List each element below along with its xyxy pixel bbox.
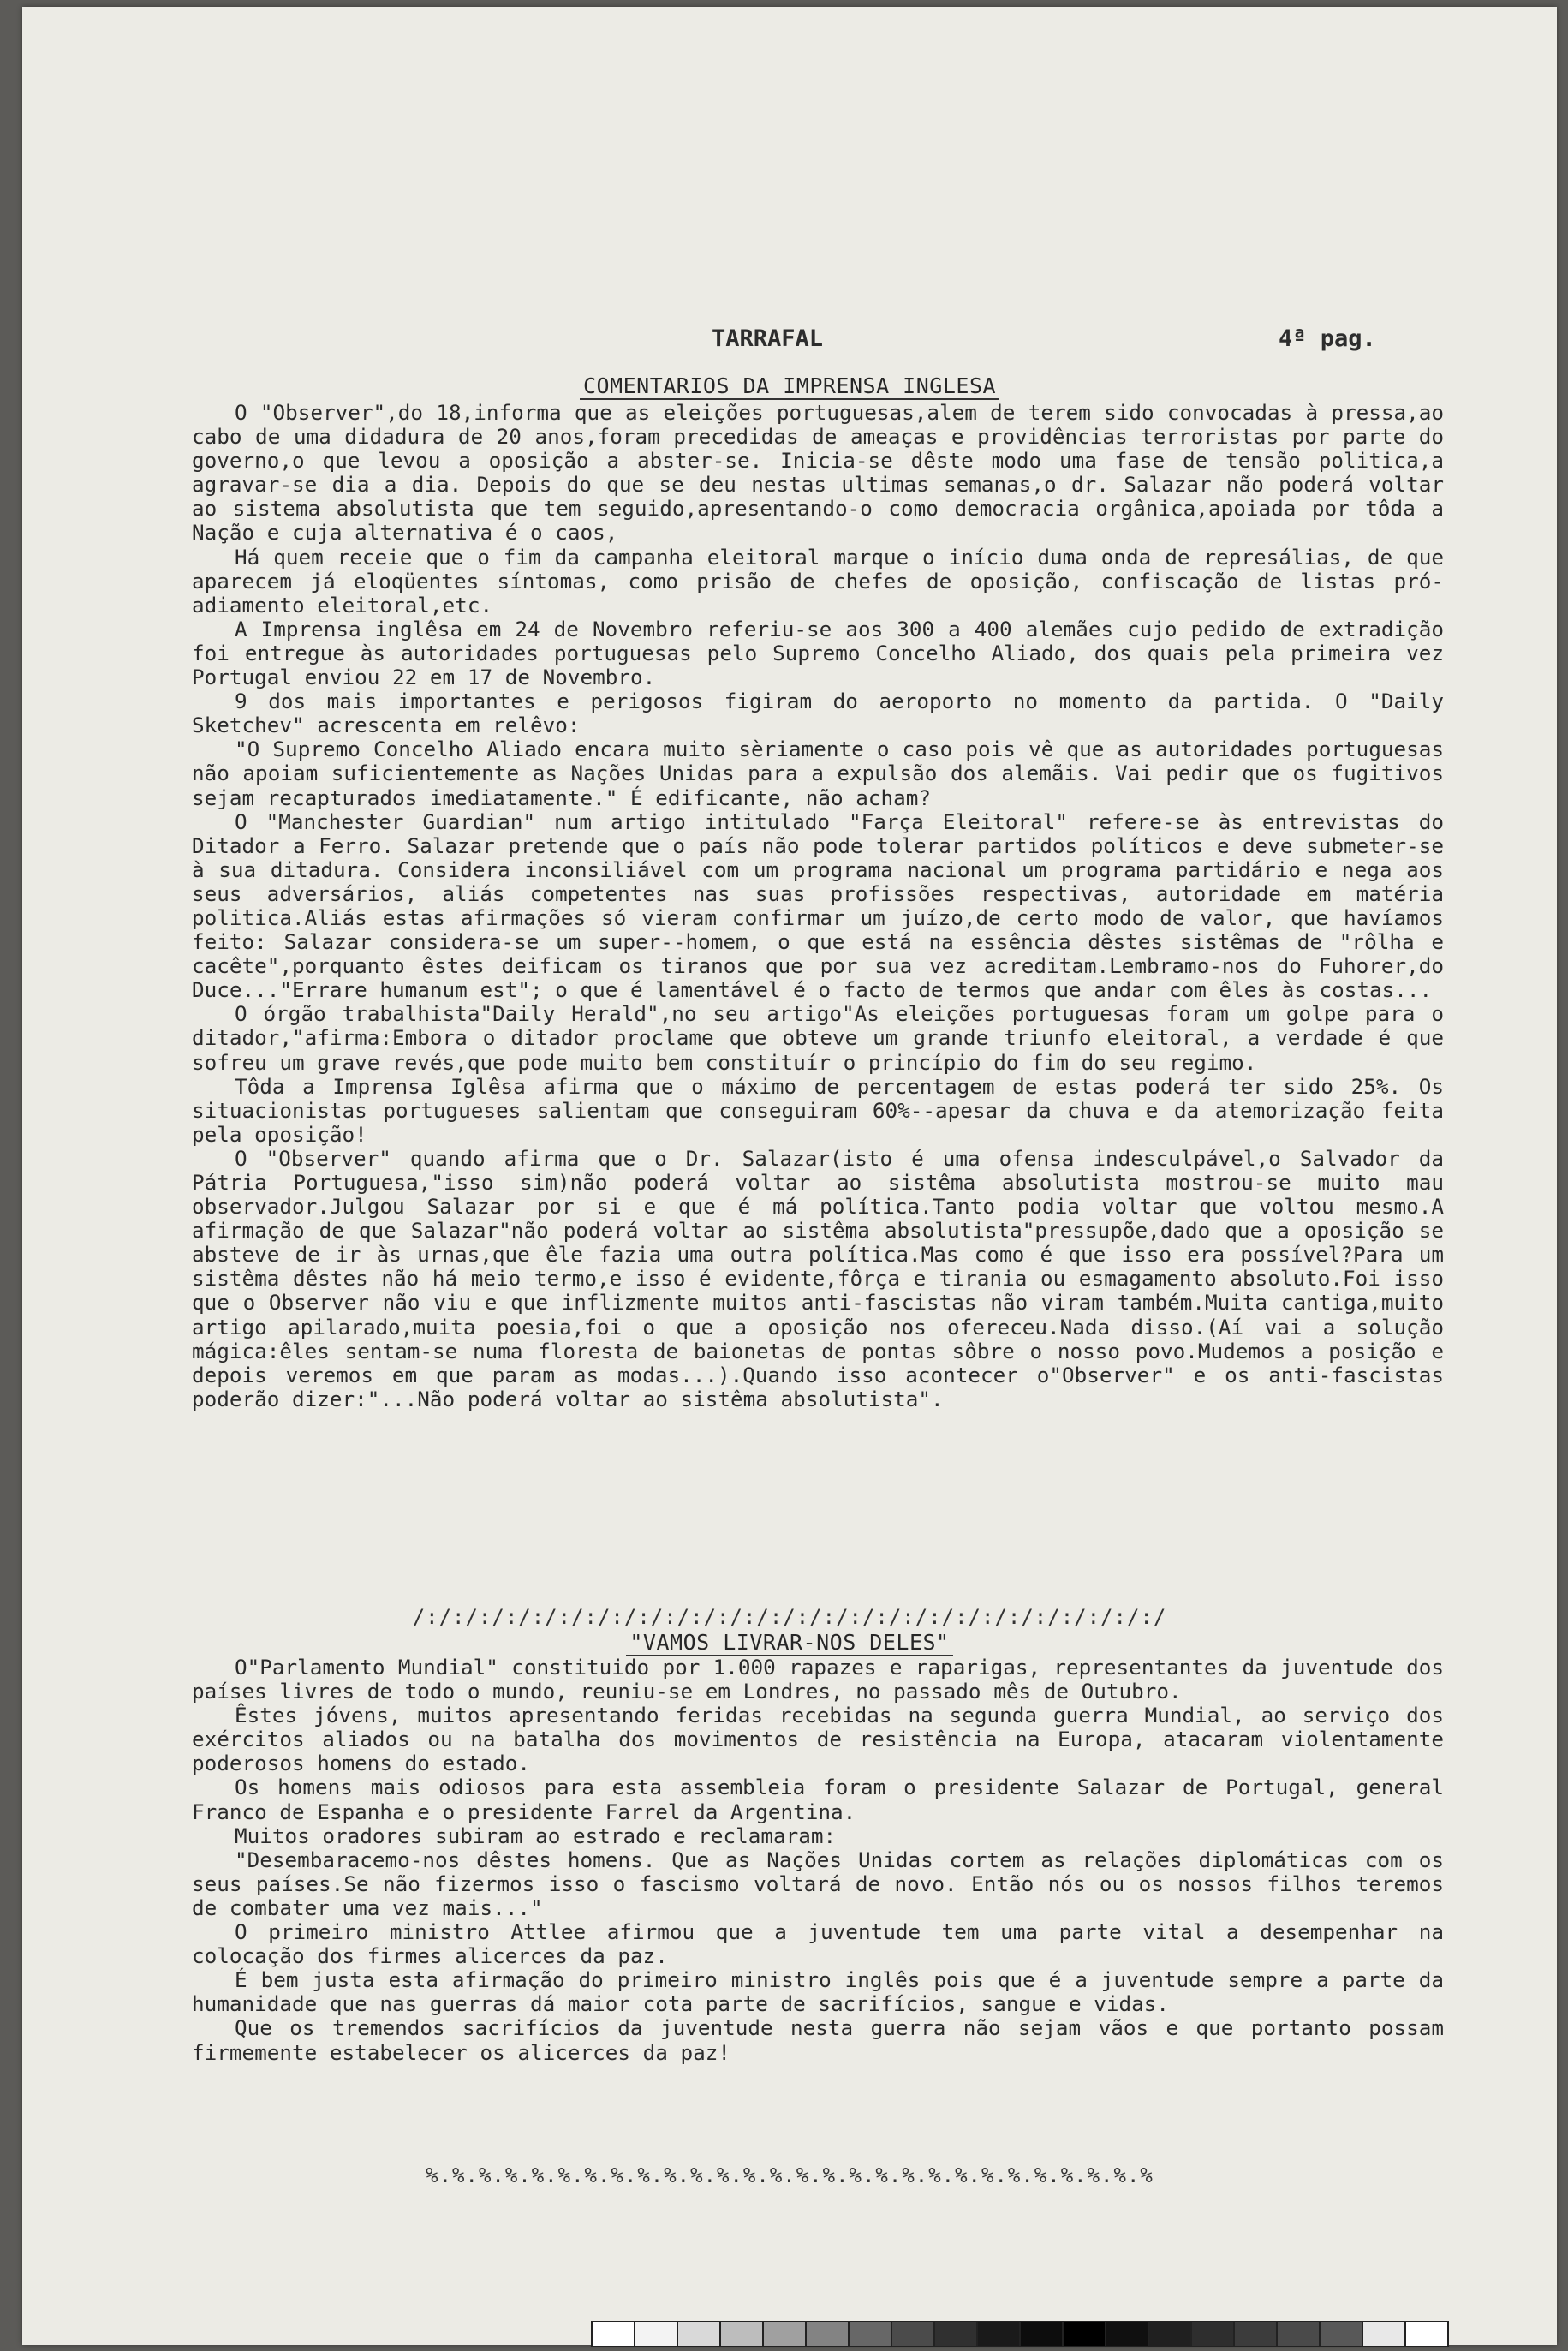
paragraph: O primeiro ministro Attlee afirmou que a juventude tem uma parte vital a desempenhar na colocação dos firmes alicerces da paz.: [192, 1919, 1444, 1969]
color-patch: [1363, 2322, 1404, 2346]
color-patch: [1321, 2322, 1362, 2346]
color-patch: [635, 2322, 677, 2346]
paragraph: Há quem receie que o fim da campanha eleitoral marque o início duma onda de represálias, de que aparecem já eloqüentes síntomas, como prisão de chefes de oposição, confiscação de listas pró-adiamento eleitoral,etc.: [192, 544, 1444, 618]
header-title: TARRAFAL: [712, 325, 824, 352]
section-title-text: "VAMOS LIVRAR-NOS DELES": [626, 1630, 952, 1656]
color-patch: [1149, 2322, 1190, 2346]
paragraph: Os homens mais odiosos para esta assembleia foram o presidente Salazar de Portugal, general Franco de Espanha e o presidente Farrel da Argentina.: [192, 1775, 1444, 1824]
color-patch: [1192, 2322, 1233, 2346]
paragraph: O órgão trabalhista"Daily Herald",no seu artigo"As eleições portuguesas foram um golpe para o ditador,"afirma:Embora o ditador proclame que obteve um grande triunfo eleitoral, a verdade é que sofreu um grave revés,que pode muito bem constituír o princípio do fim do seu regimo.: [192, 1001, 1444, 1075]
section-title-imprensa: [22, 373, 1557, 398]
paragraph: O "Observer",do 18,informa que as eleições portuguesas,alem de terem sido convocadas à pressa,ao cabo de uma didadura de 20 anos,foram precedidas de ameaças e providências terroristas por parte do governo,o que levou a oposição a abster-se. Inicia-se dêste modo uma fase de tensão politica,a agravar-se dia a dia. Depois do que se deu nestas ultimas semanas,o dr. Salazar não poderá voltar ao sistema absolutista que tem seguido,apresentando-o como democracia orgânica,apoiada por tôda a Nação e cuja alternativa é o caos,: [192, 400, 1444, 546]
color-patch: [1021, 2322, 1062, 2346]
separator-line-end: %.%.%.%.%.%.%.%.%.%.%.%.%.%.%.%.%.%.%.%.%.%.%.%.%.%.%.%: [426, 2163, 1154, 2187]
color-patch: [1278, 2322, 1319, 2346]
color-calibration-bar: [591, 2321, 1449, 2347]
paragraph: O "Observer" quando afirma que o Dr. Salazar(isto é uma ofensa indesculpável,o Salvador da Pátria Portuguesa,"isso sim)não poderá voltar ao sistêma absolutista mostrou-se muito mau observador.Julgou Salazar por si e que é má política.Tanto podia voltar que voltou mesmo.A afirmação de que Salazar"não poderá voltar ao sistêma absolutista"pressupõe,dado que a oposição se absteve de ir às urnas,que êle fazia uma outra política.Mas como é que isso era possível?Para um sistêma dêstes não há meio termo,e isso é evidente,fôrça e tirania ou esmagamento absoluto.Foi isso que o Observer não viu e que inflizmente muitos anti-fascistas não viram também.Muita cantiga,muito artigo apilarado,muita poesia,foi o que a oposição nos ofereceu.Nada disso.(Aí vai a solução mágica:êles sentam-se numa floresta de baionetas de pontas sôbre o nosso povo.Mudemos a posição e depois veremos em que param as modas...).Quando isso acontecer o"Observer" e os anti-fascistas poderão dizer:"...Não poderá voltar ao sistêma absolutista".: [192, 1145, 1444, 1411]
document-page: [22, 7, 1557, 2345]
section-body-vamos: [192, 1656, 1444, 2065]
color-patch: [892, 2322, 933, 2346]
paragraph: "Desembaracemo-nos dêstes homens. Que as Nações Unidas cortem as relações diplomáticas com os seus países.Se não fizermos isso o fascismo voltará de novo. Então nós ou os nossos filhos teremos de combater uma vez mais...": [192, 1847, 1444, 1920]
color-patch: [764, 2322, 805, 2346]
section-body-imprensa: [192, 401, 1444, 1411]
paragraph: A Imprensa inglêsa em 24 de Novembro referiu-se aos 300 a 400 alemães cujo pedido de extradição foi entregue às autoridades portuguesas pelo Supremo Concelho Aliado, dos quais pela primeira vez Portugal enviou 22 em 17 de Novembro.: [192, 616, 1444, 690]
paragraph: Que os tremendos sacrifícios da juventude nesta guerra não sejam vãos e que portanto possam firmemente estabelecer os alicerces da paz!: [192, 2015, 1444, 2065]
color-patch: [593, 2322, 634, 2346]
color-patch: [1406, 2322, 1447, 2346]
color-patch: [1235, 2322, 1276, 2346]
color-patch: [807, 2322, 848, 2346]
color-patch: [1064, 2322, 1105, 2346]
color-patch: [678, 2322, 719, 2346]
paragraph: É bem justa esta afirmação do primeiro ministro inglês pois que é a juventude sempre a parte da humanidade que nas guerras dá maior cota parte de sacrifícios, sangue e vidas.: [192, 1967, 1444, 2017]
paragraph: Êstes jóvens, muitos apresentando feridas recebidas na segunda guerra Mundial, ao serviço dos exércitos aliados ou na batalha dos movimentos de resistência na Europa, atacaram violentamente poderosos homens do estado.: [192, 1703, 1444, 1776]
color-patch: [721, 2322, 762, 2346]
paragraph: 9 dos mais importantes e perigosos figiram do aeroporto no momento da partida. O "Daily Sketchev" acrescenta em relêvo:: [192, 689, 1444, 738]
section-title-vamos: [22, 1630, 1557, 1655]
separator-line: /:/:/:/:/:/:/:/:/:/:/:/:/:/:/:/:/:/:/:/:/:/:/:/:/:/:/:/:/: [412, 1605, 1167, 1629]
paragraph: Tôda a Imprensa Iglêsa afirma que o máximo de percentagem de estas poderá ter sido 25%. Os situacionistas portugueses salientam que conseguiram 60%--apesar da chuva e da atemorização feita pela oposição!: [192, 1073, 1444, 1147]
color-patch: [935, 2322, 976, 2346]
paragraph: Muitos oradores subiram ao estrado e reclamaram:: [235, 1823, 837, 1848]
paragraph: O"Parlamento Mundial" constituido por 1.000 rapazes e raparigas, representantes da juventude dos países livres de todo o mundo, reuniu-se em Londres, no passado mês de Outubro.: [192, 1655, 1444, 1704]
section-title-text: COMENTARIOS DA IMPRENSA INGLESA: [580, 373, 999, 400]
color-patch: [978, 2322, 1019, 2346]
color-patch: [850, 2322, 891, 2346]
paragraph: "O Supremo Concelho Aliado encara muito sèriamente o caso pois vê que as autoridades portuguesas não apoiam suficientemente as Nações Unidas para a expulsão dos alemãis. Vai pedir que os fugitivos sejam recapturados imediatamente." É edificante, não acham?: [192, 737, 1444, 810]
paragraph: O "Manchester Guardian" num artigo intitulado "Farça Eleitoral" refere-se às entrevistas do Ditador a Ferro. Salazar pretende que o país não pode tolerar partidos políticos e deve submeter-se à sua ditadura. Considera inconsiliável com um programa nacional um programa partidário e nega aos seus adversários, aliás competentes nas suas profissões respectivas, autoridade em matéria politica.Aliás estas afirmações só vieram confirmar um juízo,de certo modo de valor, que havíamos feito: Salazar considera-se um super--homem, o que está na essência dêstes sistêmas de "rôlha e cacête",porquanto êstes deificam os tiranos que por sua vez acreditam.Lembramo-nos do Fuhorer,do Duce..."Errare humanum est"; o que é lamentável é o facto de termos que andar com êles às costas...: [192, 809, 1444, 1003]
color-patch: [1106, 2322, 1148, 2346]
page-header: [22, 325, 1557, 360]
page-number: 4ª pag.: [1279, 325, 1376, 352]
